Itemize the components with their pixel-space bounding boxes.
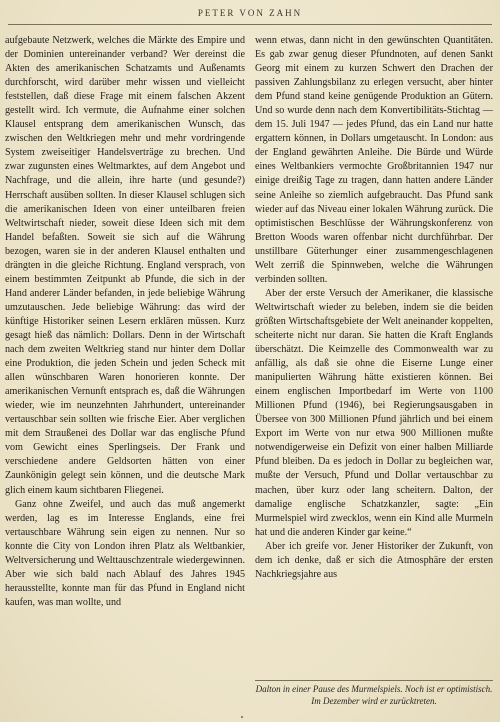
left-column [5, 34, 245, 610]
running-title: PETER VON ZAHN [197, 8, 303, 18]
right-paragraph-3: Aber ich greife vor. Jener Historiker der Zukunft, von dem ich denke, daß er sich die Atmosphäre der ersten Nachkriegsjahre aus [255, 540, 493, 580]
header-rule [8, 24, 492, 25]
right-column [255, 34, 493, 582]
page-mark [241, 716, 243, 718]
left-paragraph-2: Ganz ohne Zweifel, und auch das muß angemerkt werden, lag es im Interesse Englands, eine frei vertauschbare Währung sein eigen zu nennen. Nur so konnte die City von London ihren Platz als Weltbankier, Weltversicherung und Welttauschzentrale wiedergewinnen. Aber wie sich bald nach Ablauf des Jahres 1945 herausstellte, konnte man für das Pfund in England nicht kaufen, was man wollte, und [5, 498, 245, 608]
right-paragraph-1: wenn etwas, dann nicht in den gewünschten Quantitäten. Es gab zwar genug dieser Pfundnoten, auf denen Sankt Georg mit einem zu kurzen Schwert den Drachen der passiven Zahlungsbilanz zu erlegen versucht, aber hinter dem Pfund stand keine genügende Produktion an Gütern. Und so wurde denn nach dem Konvertibilitäts-Stichtag — dem 15. Juli 1947 — jedes Pfund, das ein Land nur hatte ergattern können, in Dollars umgetauscht. In London: aus der England gewährten Anleihe. Die Bürde und Würde eines Weltbankiers vermochte Großbritannien 1947 nur einige dreißig Tage zu tragen, dann hatten andere Länder seine Anleihe so ziemlich aufgebraucht. Das Pfund sank wieder auf das Niveau einer lokalen Währung zurück. Die optimistischen Beschlüsse der Währungskonferenz von Bretton Woods waren offenbar nicht durchführbar. Der unstillbare Güterhunger einer zusammengeschlagenen Welt zerriß die Spinnweben, welche die Währungen verbinden sollten. [255, 35, 493, 285]
left-paragraph-1: aufgebaute Netzwerk, welches die Märkte des Empire und der Dominien untereinander verband? Wer dereinst die Akten des amerikanischen Schatzamts und Außenamts durchforscht, wird darüber mehr wissen und vielleicht feststellen, daß diese Frage mit einem falschen Akzent gestellt wird. Ich vermute, die Aufnahme einer solchen Klausel entsprang dem amerikanischen Wunsch, das zwischen den Weltkriegen mehr und mehr vordringende System zweiseitiger Handelsverträge zu brechen. Und zwar zugunsten eines Weltmarktes, auf dem Angebot und Nachfrage, und die allein, ihre harte (und gesunde?) Herrschaft ausüben sollten. In dieser Klausel schlugen sich die amerikanischen Ideen von einer unteilbaren freien Weltwirtschaft nieder, soweit diese Ideen sich mit dem Handel befaßten. Soweit sie sich auf die Währung bezogen, waren sie in der anderen Klausel enthalten und drängten in die gleiche Richtung. England versprach, von einem bestimmten Zeitpunkt ab Pfunde, die sich in der Hand anderer Länder befanden, in jede beliebige Währung umzutauschen. Jede beliebige Währung: das wird der künftige Historiker seinen Lesern erklären müssen. Kurz gesagt hieß das nämlich: Dollars. Denn in der Wirtschaft nach dem zweiten Weltkrieg stand nur hinter dem Dollar eine Produktion, die jeden Schein und jeden Scheck mit allen wünschbaren Waren honorieren konnte. Der amerikanischen Vernunft entsprach es, daß die Währungen wieder, wie im neunzehnten Jahrhundert, untereinander vertauschbar sein sollten wie frische Eier. Aber verglichen mit dem Straußenei des Dollar war das englische Pfund vom Gewicht eines Sperlingseis. Der Frank und verschiedene andere Geldsorten hätten von einer Zaunkönigin gelegt sein können, und die deutsche Mark glich einem kaum sichtbaren Fliegenei. [5, 35, 245, 496]
image-caption: Dalton in einer Pause des Murmelspiels. Noch ist er optimistisch. Im Dezember wird er zurücktreten. [255, 680, 493, 707]
right-paragraph-2: Aber der erste Versuch der Amerikaner, die klassische Weltwirtschaft wieder zu beleben, indem sie die beiden größten Wirtschaftsgebiete der Welt aneinander koppelten, scheiterte nicht nur daran. Sie hatten die Kraft Englands überschätzt. Die Keimzelle des Commonwealth war zu anfällig, als daß sie ohne die Eiserne Lunge einer manipulierten Währung hätte existieren können. Bei einem englischen Importbedarf im Werte von 1100 Millionen Pfund (1946), bei Regierungsausgaben in Übersee von 300 Millionen Pfund jährlich und bei einem Export im Werte von nur etwa 900 Millionen mußte notwendigerweise ein Defizit von einer halben Milliarde Pfund bleiben. Da es jedoch in Dollar zu begleichen war, mußte der Versuch, Pfund und Dollar vertauschbar zu machen, über kurz oder lang scheitern. Dalton, der damalige englische Schatzkanzler, sagte: „Ein Murmelspiel wird zwecklos, wenn ein Kind alle Murmeln hat und die anderen Kinder gar keine.“ [255, 287, 493, 538]
